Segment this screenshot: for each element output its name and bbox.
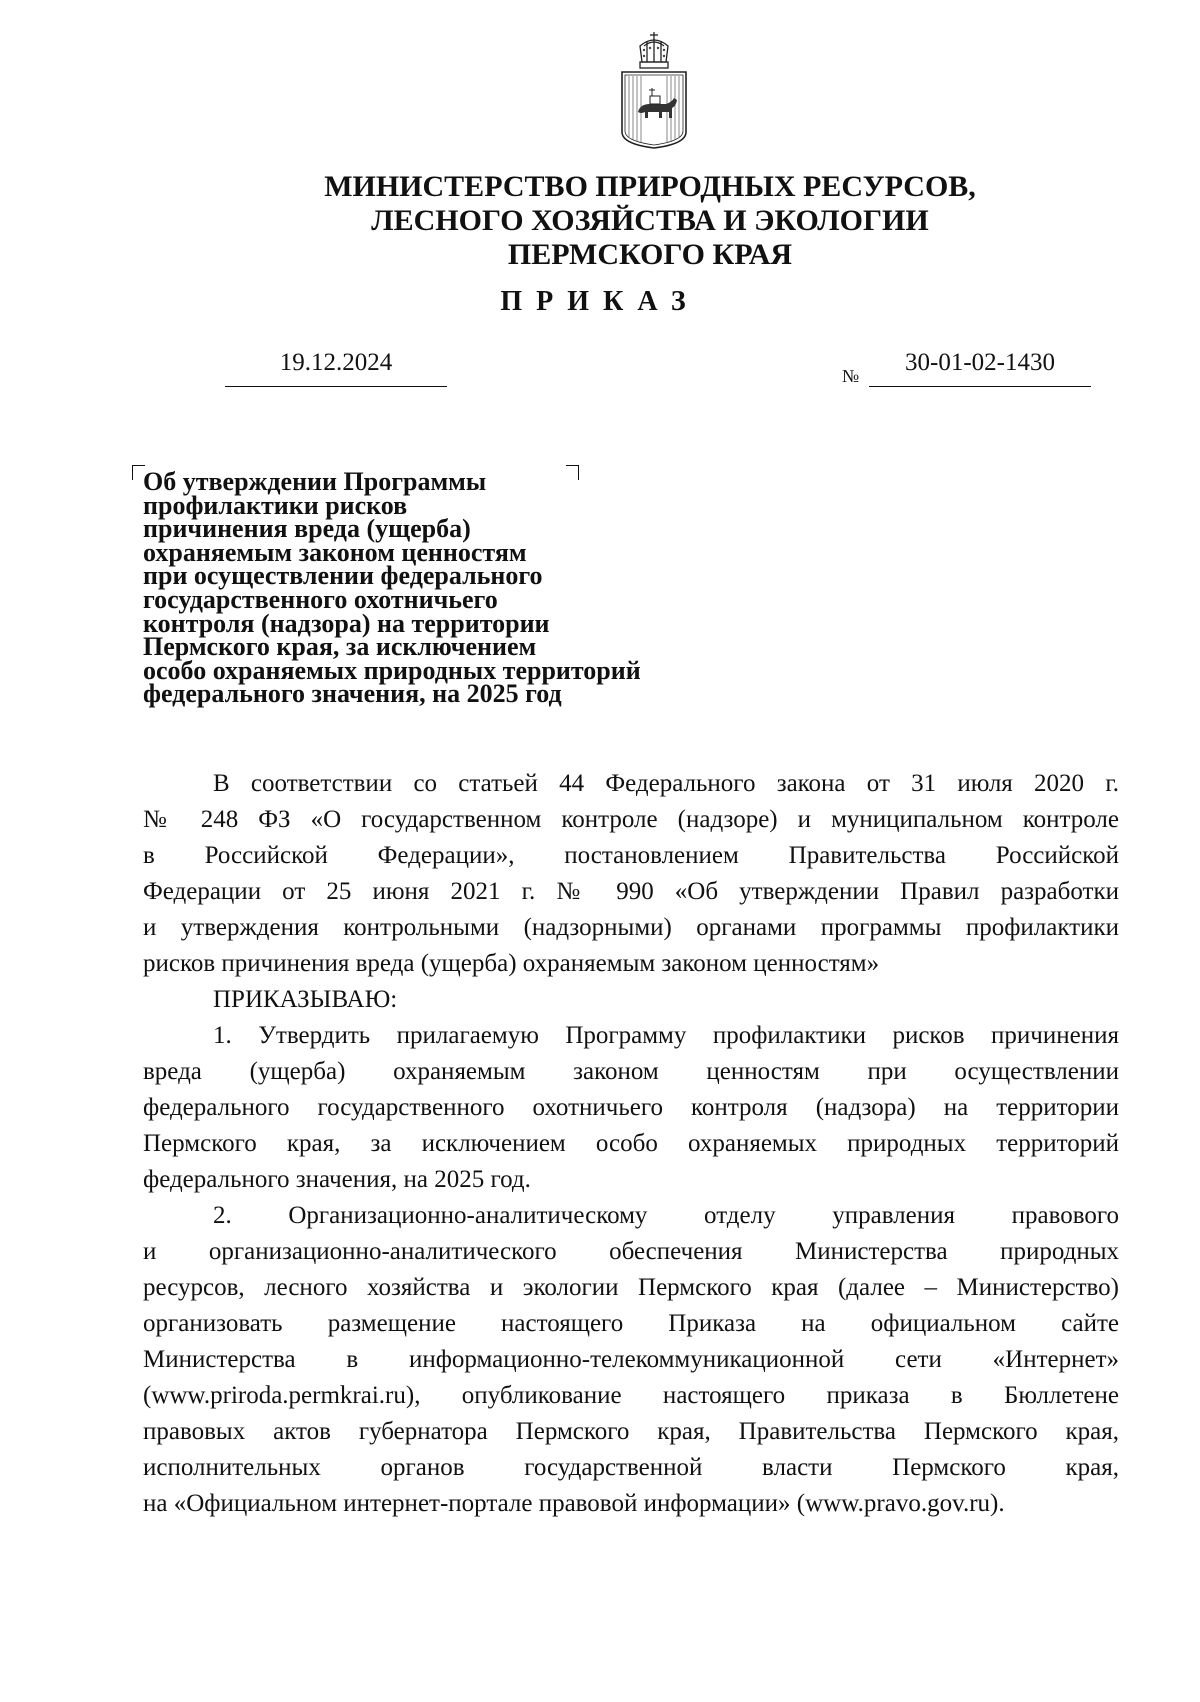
subject-line: профилактики рисков (143, 490, 408, 520)
organization-name (250, 170, 1050, 272)
document-number: 30-01-02-1430 (869, 348, 1091, 387)
body-line: В соответствии со статьей 44 Федерального закона от 31 июля 2020 г. (213, 770, 1119, 797)
body-line: (www.priroda.permkrai.ru), опубликование настоящего приказа в Бюллетене (143, 1382, 1119, 1409)
body-line: организовать размещение настоящего Приказа на официальном сайте (143, 1310, 1119, 1337)
body-line: правовых актов губернатора Пермского края, Правительства Пермского края, (143, 1418, 1119, 1445)
perm-krai-coat-of-arms-icon (614, 28, 694, 150)
subject-line: контроля (надзора) на территории (143, 608, 550, 638)
body-line: федерального государственного охотничьего контроля (надзора) на территории (143, 1094, 1119, 1121)
body-line: в Российской Федерации», постановлением Правительства Российской (143, 842, 1119, 869)
organization-line: ЛЕСНОГО ХОЗЯЙСТВА И ЭКОЛОГИИ (371, 204, 929, 237)
document-type: ПРИКАЗ (500, 286, 700, 317)
subject-line: охраняемым законом ценностям (143, 537, 527, 567)
subject-line: Об утверждении Программы (143, 467, 487, 496)
body-line: 1. Утвердить прилагаемую Программу профилактики рисков причинения (213, 1022, 1119, 1049)
body-line: № 248 ФЗ «О государственном контроле (надзоре) и муниципальном контроле (143, 806, 1119, 833)
body-line: рисков причинения вреда (ущерба) охраняемым законом ценностям» (143, 950, 880, 977)
document-subject (143, 467, 703, 709)
subject-line: особо охраняемых природных территорий (143, 655, 641, 685)
body-line: на «Официальном интернет-портале правовой информации» (www.pravo.gov.ru). (143, 1490, 1005, 1517)
body-line: и утверждения контрольными (надзорными) органами программы профилактики (143, 914, 1119, 941)
body-line: вреда (ущерба) охраняемым законом ценностям при осуществлении (143, 1058, 1119, 1085)
subject-line: при осуществлении федерального (143, 561, 543, 591)
subject-line: государственного охотничьего (143, 584, 498, 614)
subject-line: причинения вреда (ущерба) (143, 514, 471, 544)
body-line: Федерации от 25 июня 2021 г. № 990 «Об утверждении Правил разработки (143, 878, 1119, 905)
number-sign: № (842, 366, 860, 386)
body-line: федерального значения, на 2025 год. (143, 1166, 531, 1193)
body-line: исполнительных органов государственной власти Пермского края, (143, 1454, 1119, 1481)
organization-line: ПЕРМСКОГО КРАЯ (507, 238, 793, 271)
document-body (143, 766, 1119, 1522)
body-line: ресурсов, лесного хозяйства и экологии Пермского края (далее – Министерство) (143, 1274, 1119, 1301)
subject-line: федерального значения, на 2025 год (143, 679, 562, 709)
order-word: ПРИКАЗЫВАЮ: (213, 986, 398, 1013)
body-line: Пермского края, за исключением особо охраняемых природных территорий (143, 1130, 1119, 1157)
document-date: 19.12.2024 (225, 348, 447, 387)
body-line: Министерства в информационно-телекоммуникационной сети «Интернет» (143, 1346, 1119, 1373)
body-line: и организационно-аналитического обеспечения Министерства природных (143, 1238, 1119, 1265)
organization-line: МИНИСТЕРСТВО ПРИРОДНЫХ РЕСУРСОВ, (324, 170, 976, 203)
subject-line: Пермского края, за исключением (143, 632, 537, 662)
body-line: 2. Организационно-аналитическому отделу управления правового (213, 1202, 1119, 1229)
